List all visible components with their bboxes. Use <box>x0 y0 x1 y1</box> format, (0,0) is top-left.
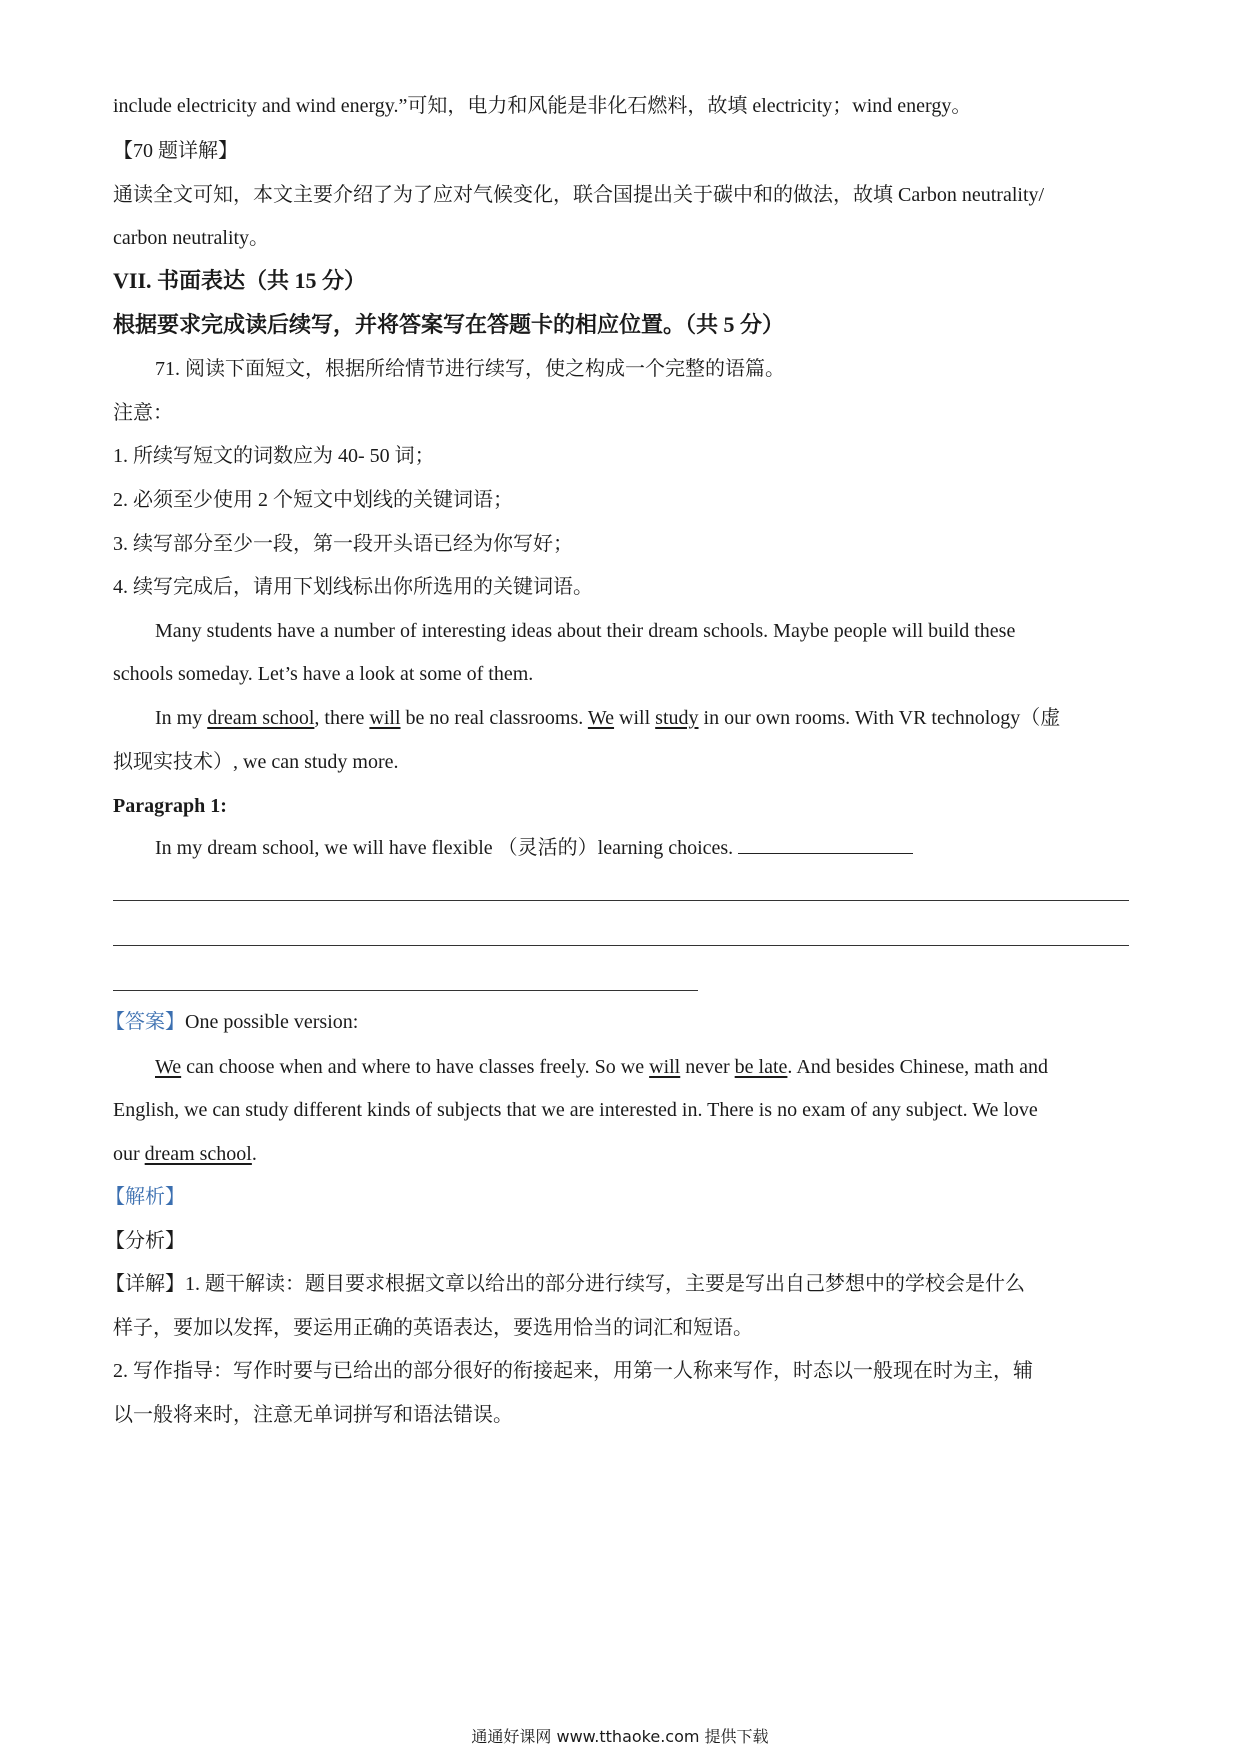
answer-rule <box>113 900 1129 901</box>
text-run: One possible version: <box>185 1011 359 1033</box>
text-run: In my dream school, we will have flexible （灵活的）learning choices. <box>155 837 734 859</box>
fenxi-tag: 【分析】 <box>105 1230 185 1252</box>
text-run: our <box>113 1143 145 1165</box>
page-footer: 通通好课网 www.tthaoke.com 提供下载 <box>471 1727 769 1746</box>
text-run: . And besides Chinese, math and <box>787 1056 1048 1078</box>
keyword-underlined: will <box>649 1056 681 1078</box>
paragraph-start <box>155 834 1175 862</box>
section-subtitle: 根据要求完成读后续写，并将答案写在答题卡的相应位置。（共 5 分） <box>113 312 785 337</box>
detail-line: 以一般将来时，注意无单词拼写和语法错误。 <box>113 1404 513 1426</box>
answer-text-line <box>155 1053 1175 1081</box>
answer-text-line <box>113 1140 1133 1168</box>
analysis-tag: 【解析】 <box>105 1186 185 1208</box>
text-run: in our own rooms. With VR technology（虚 <box>698 707 1061 729</box>
detail-line: 样子，要加以发挥，要运用正确的英语表达，要选用恰当的词汇和短语。 <box>113 1317 753 1339</box>
note-item: 4. 续写完成后，请用下划线标出你所选用的关键词语。 <box>113 576 593 598</box>
answer-blank <box>738 835 913 854</box>
keyword-underlined: be late <box>734 1056 788 1078</box>
note-label: 注意： <box>113 402 173 424</box>
answer-rule <box>113 945 1129 946</box>
keyword-underlined: dream school <box>207 707 315 729</box>
text-run: will <box>614 707 656 729</box>
note-item: 1. 所续写短文的词数应为 40- 50 词； <box>113 445 435 467</box>
passage-line: schools someday. Let’s have a look at some of them. <box>113 663 534 685</box>
keyword-underlined: study <box>655 707 699 729</box>
answer-rule <box>113 990 698 991</box>
text-line: include electricity and wind energy.”可知，电力和风能是非化石燃料，故填 electricity；wind energy。 <box>113 95 972 117</box>
section-title: VII. 书面表达（共 15 分） <box>113 268 367 293</box>
q70-heading: 【70 题详解】 <box>113 140 238 162</box>
note-item: 2. 必须至少使用 2 个短文中划线的关键词语； <box>113 489 513 511</box>
detail-line: 【详解】1. 题干解读：题目要求根据文章以给出的部分进行续写，主要是写出自己梦想中的学校会是什么 <box>105 1273 1025 1295</box>
keyword-underlined: dream school <box>144 1143 252 1165</box>
answer-line <box>105 1008 1125 1036</box>
answer-tag: 【答案】 <box>105 1011 185 1033</box>
text-run: never <box>680 1056 735 1078</box>
keyword-underlined: will <box>369 707 401 729</box>
passage-line: Many students have a number of interesting ideas about their dream schools. Maybe people will build these <box>155 620 1016 642</box>
detail-line: 2. 写作指导：写作时要与已给出的部分很好的衔接起来，用第一人称来写作，时态以一般现在时为主，辅 <box>113 1360 1033 1382</box>
paragraph-label: Paragraph 1: <box>113 795 227 817</box>
text-run: , there <box>314 707 370 729</box>
answer-text-line: English, we can study different kinds of subjects that we are interested in. There is no exam of any subject. We love <box>113 1099 1038 1121</box>
note-item: 3. 续写部分至少一段，第一段开头语已经为你写好； <box>113 533 573 555</box>
text-line: 通读全文可知，本文主要介绍了为了应对气候变化，联合国提出关于碳中和的做法，故填 Carbon neutrality/ <box>113 184 1045 206</box>
keyword-underlined: We <box>587 707 615 729</box>
passage-line <box>155 704 1175 732</box>
text-line: carbon neutrality。 <box>113 227 270 249</box>
text-run: be no real classrooms. <box>400 707 588 729</box>
text-run: In my <box>155 707 208 729</box>
question-71-prompt: 71. 阅读下面短文，根据所给情节进行续写，使之构成一个完整的语篇。 <box>155 358 785 380</box>
keyword-underlined: We <box>155 1056 182 1078</box>
text-run: . <box>251 1143 257 1165</box>
text-run: can choose when and where to have classes freely. So we <box>181 1056 650 1078</box>
passage-line: 拟现实技术）, we can study more. <box>113 751 399 773</box>
